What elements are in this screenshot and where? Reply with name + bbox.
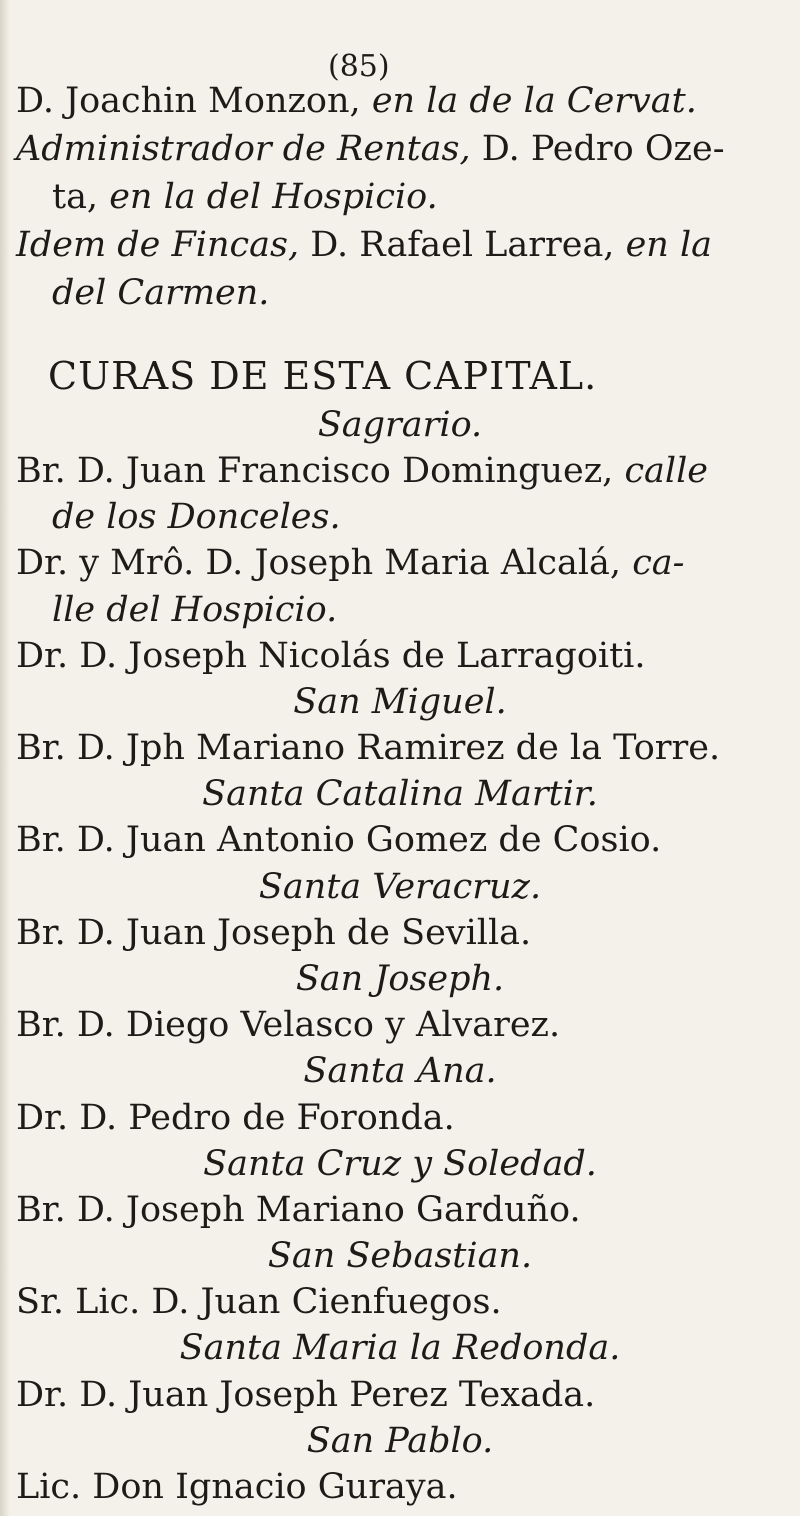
parish-name: San Sebastian. xyxy=(267,1236,533,1276)
entry-line xyxy=(16,451,709,491)
entry-italic: ca- xyxy=(632,543,685,583)
intro-line-1-italic: en la de la Cervat. xyxy=(371,81,697,121)
entry-line: Dr. D. Joseph Nicolás de Larragoiti. xyxy=(16,636,646,676)
entry-line: Sr. Lic. D. Juan Cienfuegos. xyxy=(16,1282,502,1322)
entry-line: Lic. Don Ignacio Guraya. xyxy=(16,1467,458,1507)
entry-line: Br. D. Jph Mariano Ramirez de la Torre. xyxy=(16,728,721,768)
parish-name: Santa Ana. xyxy=(303,1051,497,1091)
page-edge-shadow xyxy=(0,0,10,1516)
intro-line-1-text: D. Joachin Monzon, xyxy=(16,81,361,121)
parish-name: San Miguel. xyxy=(293,682,507,722)
entry-text: Dr. y Mrô. D. Joseph Maria Alcalá, xyxy=(16,543,622,583)
entry-text: Br. D. Juan Francisco Dominguez, xyxy=(16,451,614,491)
sagrario-heading: Sagrario. xyxy=(317,405,483,445)
intro-line-3-italic: en la del Hospicio. xyxy=(109,177,438,217)
intro-line-2-italic: Administrador de Rentas, xyxy=(16,129,471,169)
entry-line: Br. D. Diego Velasco y Alvarez. xyxy=(16,1005,561,1045)
entry-line: de los Donceles. xyxy=(52,497,341,537)
parish-name: San Joseph. xyxy=(295,959,505,999)
intro-line-2 xyxy=(16,129,725,169)
parish-name: San Pablo. xyxy=(306,1421,494,1461)
intro-line-4-text: D. Rafael Larrea, xyxy=(310,225,615,265)
intro-line-4-italic: Idem de Fincas, xyxy=(16,225,300,265)
intro-line-4-italic-end: en la xyxy=(625,225,713,265)
parish-name: Santa Veracruz. xyxy=(258,867,542,907)
entry-line xyxy=(16,543,685,583)
entry-line: Br. D. Juan Joseph de Sevilla. xyxy=(16,913,532,953)
intro-line-2-text: D. Pedro Oze- xyxy=(481,129,725,169)
intro-line-3 xyxy=(52,177,438,217)
entry-line: Br. D. Juan Antonio Gomez de Cosio. xyxy=(16,820,662,860)
parish-name: Santa Catalina Martir. xyxy=(202,774,598,814)
intro-line-1 xyxy=(16,81,697,121)
page-number: (85) xyxy=(328,49,390,84)
intro-line-4 xyxy=(16,225,713,265)
intro-line-5: del Carmen. xyxy=(52,273,270,313)
entry-line: Br. D. Joseph Mariano Garduño. xyxy=(16,1190,581,1230)
section-title: CURAS DE ESTA CAPITAL. xyxy=(48,354,598,398)
entry-line: Dr. D. Pedro de Foronda. xyxy=(16,1098,455,1138)
parish-name: Santa Maria la Redonda. xyxy=(179,1328,621,1368)
entry-italic: calle xyxy=(624,451,709,491)
parish-name: Santa Cruz y Soledad. xyxy=(203,1144,597,1184)
entry-line: Dr. D. Juan Joseph Perez Texada. xyxy=(16,1375,596,1415)
intro-line-3-text: ta, xyxy=(52,177,99,217)
entry-line: lle del Hospicio. xyxy=(52,590,338,630)
